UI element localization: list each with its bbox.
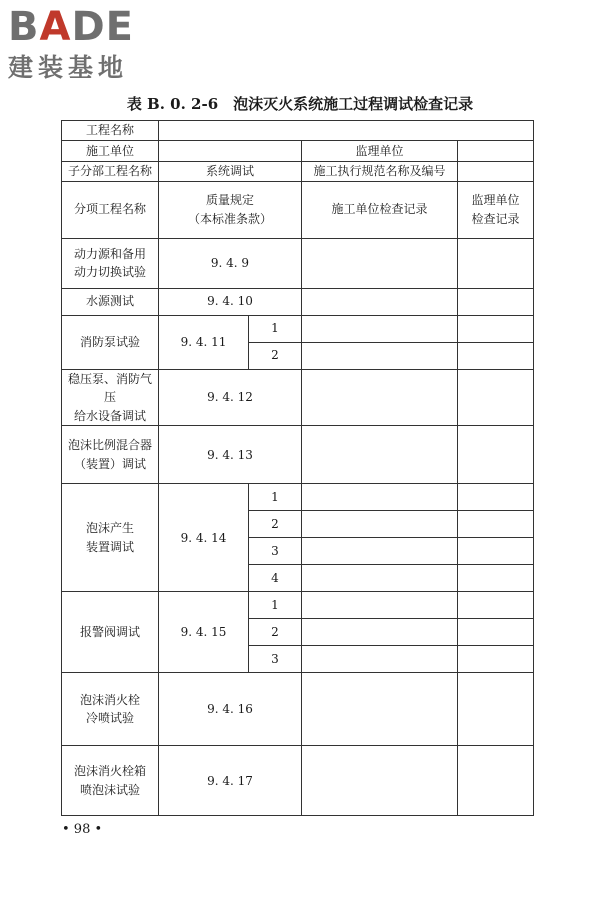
table-row	[62, 484, 534, 511]
construction-check-cell[interactable]	[302, 673, 458, 746]
sub-item-number: 3	[249, 538, 302, 565]
item-clause: 9. 4. 11	[159, 315, 249, 369]
quality-header	[159, 181, 302, 238]
supervision-check-cell[interactable]	[458, 342, 534, 369]
construction-check-cell[interactable]	[302, 646, 458, 673]
table-row	[62, 315, 534, 342]
row-units	[62, 141, 534, 162]
item-name-line-2: 喷泡沫试验	[79, 782, 140, 797]
construction-check-cell[interactable]	[302, 619, 458, 646]
table-row	[62, 238, 534, 288]
sub-item-number: 1	[249, 484, 302, 511]
item-clause: 9. 4. 10	[159, 288, 302, 315]
table-row	[62, 426, 534, 484]
project-name-value[interactable]	[159, 121, 534, 141]
construction-check-cell[interactable]	[302, 538, 458, 565]
quality-header-line-1: 质量规定	[205, 193, 254, 207]
construction-unit-label: 施工单位	[62, 141, 159, 162]
construction-check-cell[interactable]	[302, 315, 458, 342]
sub-item-number: 2	[249, 619, 302, 646]
item-name-line-1: 稳压泵、消防气压	[67, 371, 152, 405]
construction-check-cell[interactable]	[302, 511, 458, 538]
supervision-check-cell[interactable]	[458, 369, 534, 426]
sub-item-number: 4	[249, 565, 302, 592]
supervision-unit-value[interactable]	[458, 141, 534, 162]
item-clause: 9. 4. 17	[159, 746, 302, 816]
table-row	[62, 746, 534, 816]
supervision-check-header-line-1: 监理单位	[471, 193, 520, 207]
logo-letter-b: B	[8, 4, 40, 50]
table-row	[62, 592, 534, 619]
supervision-check-cell[interactable]	[458, 238, 534, 288]
supervision-check-header	[458, 181, 534, 238]
item-name-line-2: 冷喷试验	[85, 711, 134, 726]
table-row	[62, 288, 534, 315]
sub-project-label: 子分部工程名称	[62, 162, 159, 182]
item-name-line-1: 泡沫比例混合器	[67, 438, 152, 453]
item-name: 消防泵试验	[62, 315, 159, 369]
row-project-name	[62, 121, 534, 141]
logo-wordmark	[8, 4, 134, 50]
item-clause: 9. 4. 13	[159, 426, 302, 484]
item-clause: 9. 4. 14	[159, 484, 249, 592]
table-row	[62, 673, 534, 746]
sub-item-number: 3	[249, 646, 302, 673]
item-name-line-2: （装置）调试	[73, 456, 146, 471]
supervision-check-cell[interactable]	[458, 511, 534, 538]
item-name-line-1: 泡沫产生	[85, 521, 134, 536]
page-number: • 98 •	[62, 822, 103, 837]
table-title: 表 B. 0. 2-6 泡沫灭火系统施工过程调试检查记录	[126, 95, 474, 113]
supervision-check-header-line-2: 检查记录	[471, 211, 520, 226]
construction-check-cell[interactable]	[302, 426, 458, 484]
supervision-check-cell[interactable]	[458, 426, 534, 484]
sub-item-number: 2	[249, 511, 302, 538]
row-column-headers	[62, 181, 534, 238]
item-name	[62, 746, 159, 816]
item-clause: 9. 4. 16	[159, 673, 302, 746]
construction-check-cell[interactable]	[302, 592, 458, 619]
supervision-check-cell[interactable]	[458, 673, 534, 746]
item-name-line-2: 装置调试	[85, 539, 134, 554]
supervision-check-cell[interactable]	[458, 565, 534, 592]
sub-project-value: 系统调试	[159, 162, 302, 182]
item-name	[62, 426, 159, 484]
quality-header-line-2: （本标准条款）	[187, 211, 272, 226]
item-name	[62, 673, 159, 746]
sub-item-number: 2	[249, 342, 302, 369]
item-header: 分项工程名称	[62, 181, 159, 238]
item-clause: 9. 4. 12	[159, 369, 302, 426]
supervision-check-cell[interactable]	[458, 315, 534, 342]
construction-check-cell[interactable]	[302, 238, 458, 288]
item-name-line-2: 给水设备调试	[73, 408, 146, 423]
item-name-line-1: 泡沫消火栓	[79, 692, 140, 707]
standard-value[interactable]	[458, 162, 534, 182]
item-name-line-1: 动力源和备用	[73, 246, 146, 261]
table-row	[62, 369, 534, 426]
supervision-check-cell[interactable]	[458, 646, 534, 673]
item-name-line-2: 动力切换试验	[73, 265, 146, 280]
standard-label: 施工执行规范名称及编号	[302, 162, 458, 182]
item-name	[62, 369, 159, 426]
sub-item-number: 1	[249, 592, 302, 619]
item-clause: 9. 4. 15	[159, 592, 249, 673]
supervision-check-cell[interactable]	[458, 288, 534, 315]
item-name: 报警阀调试	[62, 592, 159, 673]
supervision-unit-label: 监理单位	[302, 141, 458, 162]
construction-check-cell[interactable]	[302, 746, 458, 816]
supervision-check-cell[interactable]	[458, 592, 534, 619]
logo-letters-de: DE	[71, 4, 134, 50]
construction-check-cell[interactable]	[302, 565, 458, 592]
sub-item-number: 1	[249, 315, 302, 342]
bade-logo	[8, 4, 134, 84]
item-name	[62, 238, 159, 288]
supervision-check-cell[interactable]	[458, 484, 534, 511]
item-name	[62, 484, 159, 592]
construction-check-cell[interactable]	[302, 369, 458, 426]
supervision-check-cell[interactable]	[458, 538, 534, 565]
project-name-label: 工程名称	[62, 121, 159, 141]
item-name: 水源测试	[62, 288, 159, 315]
logo-subtitle: 建装基地	[8, 53, 129, 82]
row-sub-project	[62, 162, 534, 182]
construction-check-cell[interactable]	[302, 288, 458, 315]
construction-unit-value[interactable]	[159, 141, 302, 162]
item-name-line-1: 泡沫消火栓箱	[73, 764, 146, 779]
item-clause: 9. 4. 9	[159, 238, 302, 288]
construction-check-header: 施工单位检查记录	[302, 181, 458, 238]
supervision-check-cell[interactable]	[458, 619, 534, 646]
inspection-record-table	[61, 120, 534, 816]
supervision-check-cell[interactable]	[458, 746, 534, 816]
construction-check-cell[interactable]	[302, 484, 458, 511]
logo-letter-a: A	[39, 4, 72, 50]
construction-check-cell[interactable]	[302, 342, 458, 369]
